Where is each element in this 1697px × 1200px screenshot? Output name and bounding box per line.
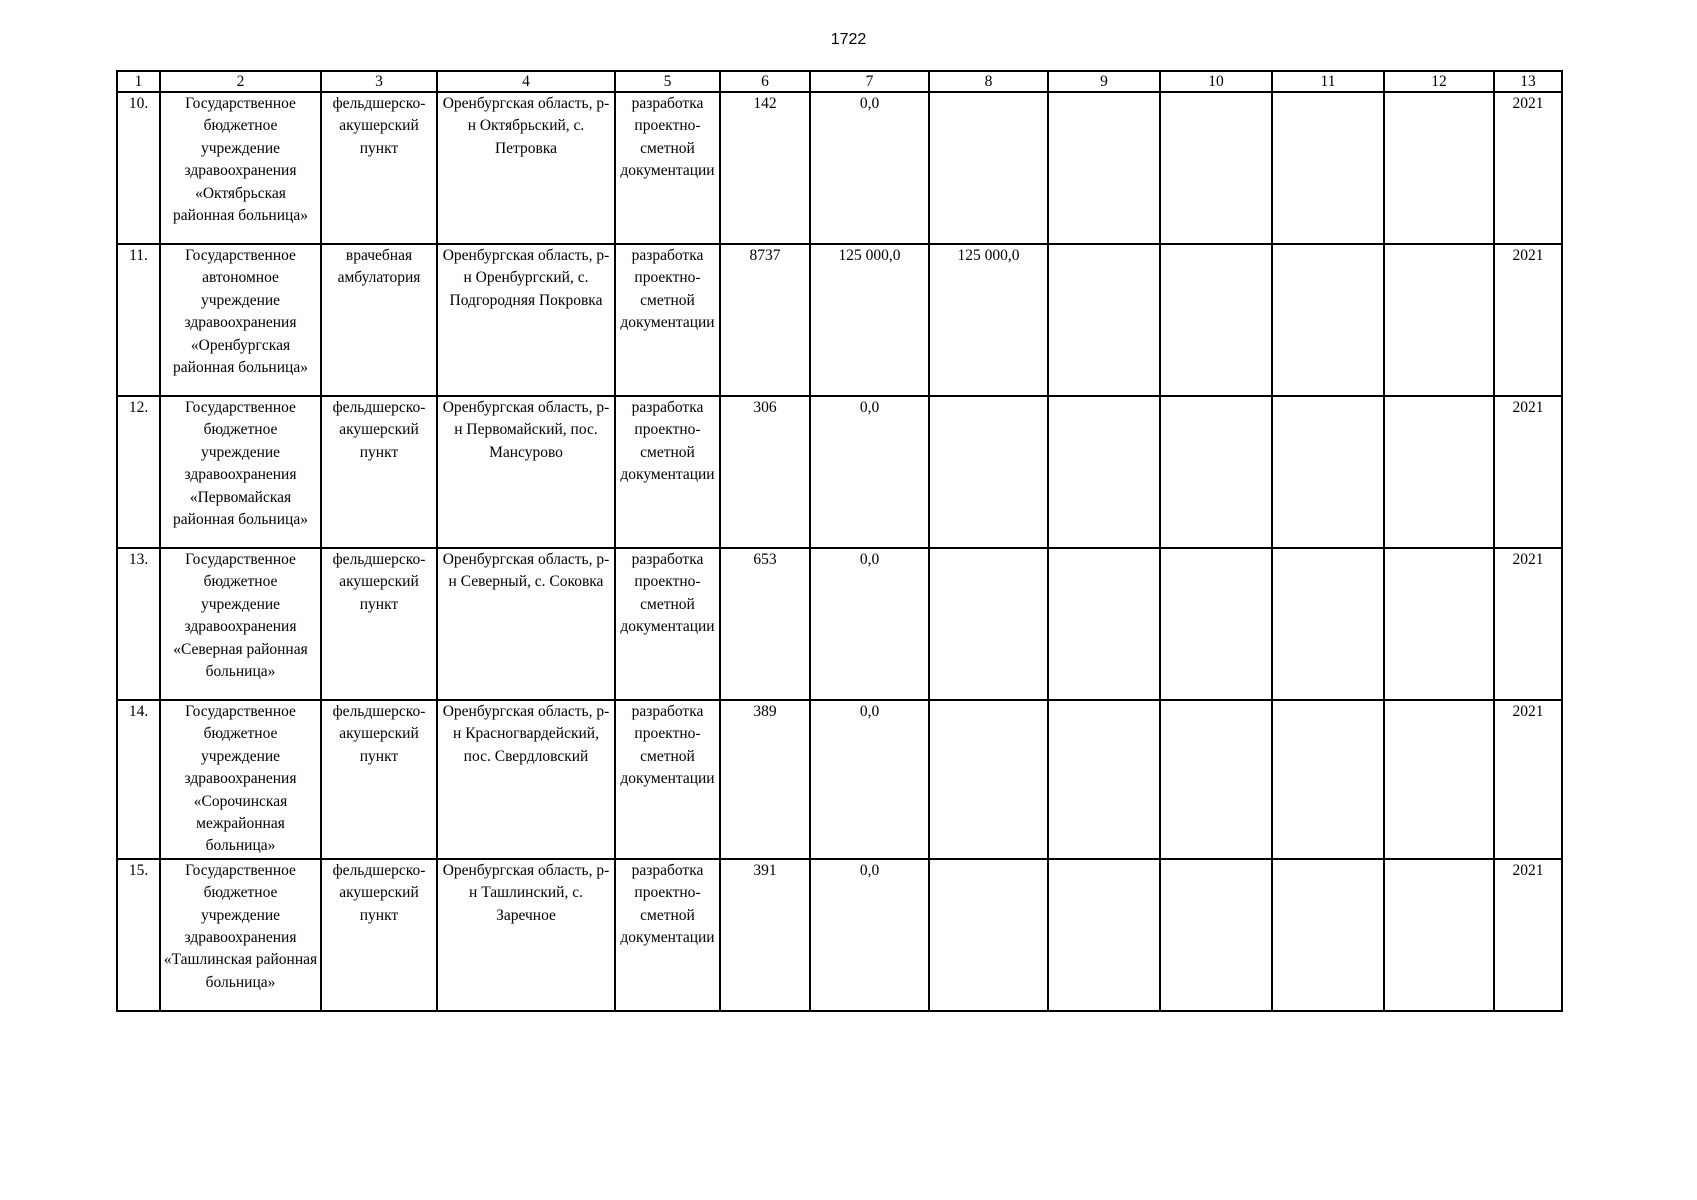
work-cell: разработка проектно-сметной документации <box>615 92 720 244</box>
value-cell-7: 125 000,0 <box>810 244 929 396</box>
object-type-cell: фельдшерско-акушерский пункт <box>321 548 437 700</box>
value-cell-8 <box>929 92 1048 244</box>
value-cell-6: 389 <box>720 700 810 859</box>
year-cell: 2021 <box>1494 244 1562 396</box>
row-number: 11. <box>117 244 160 396</box>
object-type-cell: фельдшерско-акушерский пункт <box>321 700 437 859</box>
value-cell-8: 125 000,0 <box>929 244 1048 396</box>
column-header: 4 <box>437 71 615 92</box>
value-cell-8 <box>929 859 1048 1011</box>
column-header: 7 <box>810 71 929 92</box>
value-cell-12 <box>1384 859 1494 1011</box>
page-number: 1722 <box>830 31 867 48</box>
work-cell: разработка проектно-сметной документации <box>615 548 720 700</box>
value-cell-8 <box>929 700 1048 859</box>
value-cell-9 <box>1048 859 1160 1011</box>
work-cell: разработка проектно-сметной документации <box>615 700 720 859</box>
value-cell-7: 0,0 <box>810 92 929 244</box>
value-cell-6: 142 <box>720 92 810 244</box>
institution-cell: Государственное бюджетное учреждение здравоохранения «Сорочинская межрайонная больница» <box>160 700 321 859</box>
row-number: 13. <box>117 548 160 700</box>
object-type-cell: фельдшерско-акушерский пункт <box>321 92 437 244</box>
address-cell: Оренбургская область, р-н Октябрьский, с. Петровка <box>437 92 615 244</box>
value-cell-11 <box>1272 92 1384 244</box>
value-cell-12 <box>1384 548 1494 700</box>
value-cell-12 <box>1384 244 1494 396</box>
work-cell: разработка проектно-сметной документации <box>615 859 720 1011</box>
value-cell-10 <box>1160 548 1272 700</box>
table-row <box>117 92 1562 244</box>
column-header: 5 <box>615 71 720 92</box>
value-cell-10 <box>1160 700 1272 859</box>
table-row <box>117 244 1562 396</box>
value-cell-6: 653 <box>720 548 810 700</box>
address-cell: Оренбургская область, р-н Оренбургский, с. Подгородняя Покровка <box>437 244 615 396</box>
value-cell-9 <box>1048 548 1160 700</box>
value-cell-9 <box>1048 92 1160 244</box>
register-table <box>116 70 1563 1012</box>
value-cell-11 <box>1272 244 1384 396</box>
value-cell-7: 0,0 <box>810 859 929 1011</box>
value-cell-11 <box>1272 859 1384 1011</box>
value-cell-11 <box>1272 548 1384 700</box>
table-row <box>117 396 1562 548</box>
value-cell-6: 306 <box>720 396 810 548</box>
value-cell-10 <box>1160 396 1272 548</box>
column-header: 1 <box>117 71 160 92</box>
address-cell: Оренбургская область, р-н Северный, с. Соковка <box>437 548 615 700</box>
row-number: 12. <box>117 396 160 548</box>
value-cell-6: 391 <box>720 859 810 1011</box>
object-type-cell: фельдшерско-акушерский пункт <box>321 859 437 1011</box>
institution-cell: Государственное бюджетное учреждение здравоохранения «Первомайская районная больница» <box>160 396 321 548</box>
address-cell: Оренбургская область, р-н Первомайский, пос. Мансурово <box>437 396 615 548</box>
address-cell: Оренбургская область, р-н Красногвардейский, пос. Свердловский <box>437 700 615 859</box>
row-number: 14. <box>117 700 160 859</box>
institution-cell: Государственное бюджетное учреждение здравоохранения «Ташлинская районная больница» <box>160 859 321 1011</box>
column-header: 3 <box>321 71 437 92</box>
institution-cell: Государственное бюджетное учреждение здравоохранения «Северная районная больница» <box>160 548 321 700</box>
row-number: 10. <box>117 92 160 244</box>
row-number: 15. <box>117 859 160 1011</box>
year-cell: 2021 <box>1494 700 1562 859</box>
object-type-cell: врачебная амбулатория <box>321 244 437 396</box>
table-row <box>117 548 1562 700</box>
column-header: 11 <box>1272 71 1384 92</box>
value-cell-7: 0,0 <box>810 548 929 700</box>
column-header: 2 <box>160 71 321 92</box>
table-row <box>117 700 1562 859</box>
column-header: 13 <box>1494 71 1562 92</box>
value-cell-8 <box>929 548 1048 700</box>
value-cell-9 <box>1048 700 1160 859</box>
value-cell-10 <box>1160 859 1272 1011</box>
value-cell-6: 8737 <box>720 244 810 396</box>
column-header: 9 <box>1048 71 1160 92</box>
institution-cell: Государственное бюджетное учреждение здравоохранения «Октябрьская районная больница» <box>160 92 321 244</box>
column-header: 12 <box>1384 71 1494 92</box>
work-cell: разработка проектно-сметной документации <box>615 396 720 548</box>
address-cell: Оренбургская область, р-н Ташлинский, с. Заречное <box>437 859 615 1011</box>
value-cell-9 <box>1048 244 1160 396</box>
value-cell-11 <box>1272 700 1384 859</box>
column-number-row <box>117 71 1562 92</box>
column-header: 10 <box>1160 71 1272 92</box>
year-cell: 2021 <box>1494 396 1562 548</box>
column-header: 8 <box>929 71 1048 92</box>
value-cell-11 <box>1272 396 1384 548</box>
value-cell-10 <box>1160 92 1272 244</box>
value-cell-7: 0,0 <box>810 396 929 548</box>
work-cell: разработка проектно-сметной документации <box>615 244 720 396</box>
year-cell: 2021 <box>1494 859 1562 1011</box>
value-cell-12 <box>1384 92 1494 244</box>
value-cell-7: 0,0 <box>810 700 929 859</box>
object-type-cell: фельдшерско-акушерский пункт <box>321 396 437 548</box>
year-cell: 2021 <box>1494 92 1562 244</box>
value-cell-12 <box>1384 396 1494 548</box>
year-cell: 2021 <box>1494 548 1562 700</box>
value-cell-10 <box>1160 244 1272 396</box>
institution-cell: Государственное автономное учреждение здравоохранения «Оренбургская районная больница» <box>160 244 321 396</box>
table-row <box>117 859 1562 1011</box>
column-header: 6 <box>720 71 810 92</box>
value-cell-9 <box>1048 396 1160 548</box>
value-cell-8 <box>929 396 1048 548</box>
value-cell-12 <box>1384 700 1494 859</box>
